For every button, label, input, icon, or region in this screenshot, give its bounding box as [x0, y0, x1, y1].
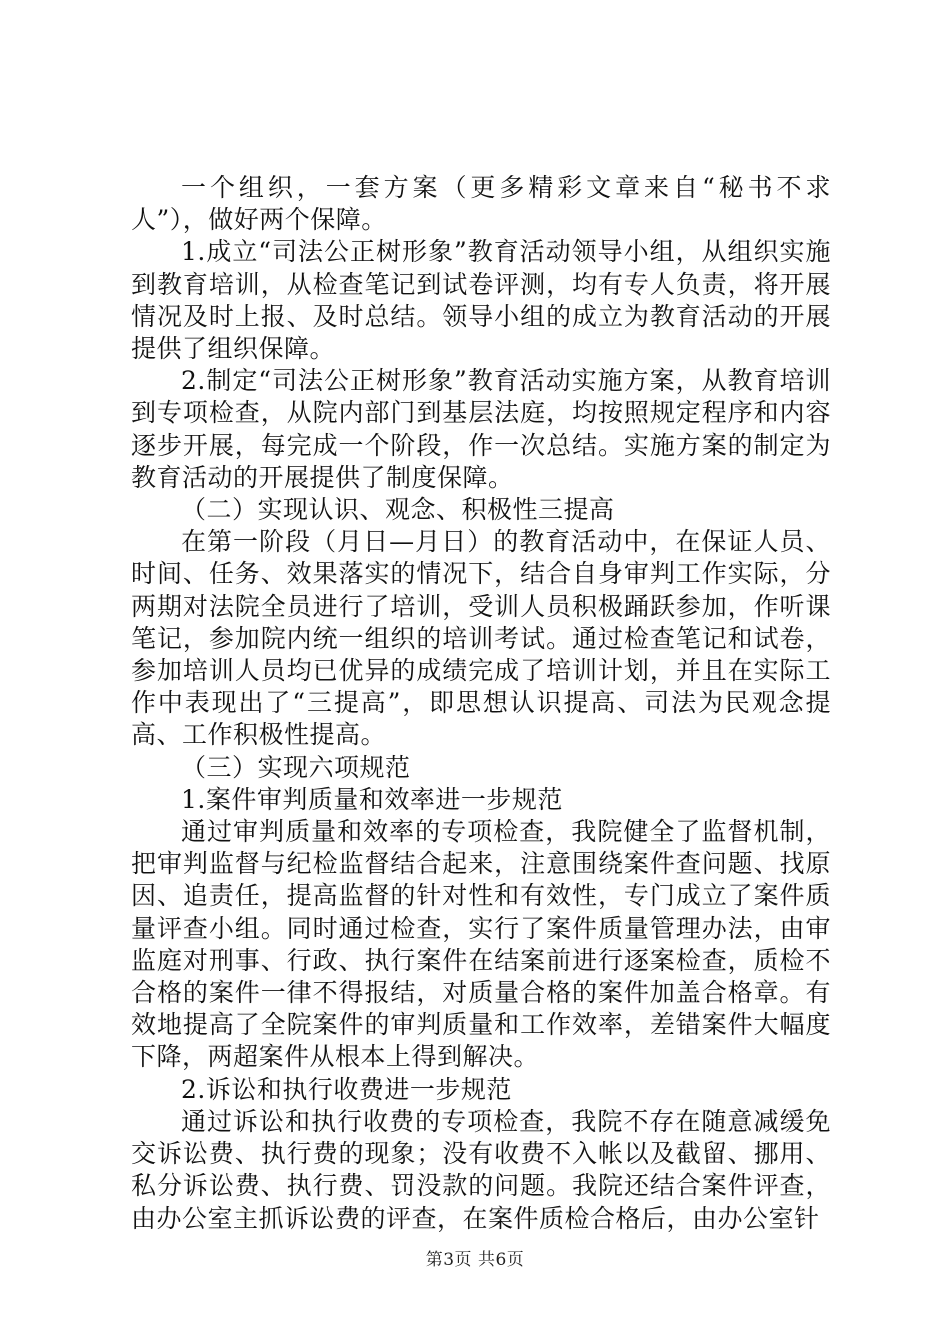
section-heading-three-improvements: （二）实现认识、观念、积极性三提高: [181, 495, 615, 525]
paragraph-guarantees-intro: 一个组织，一套方案（更多精彩文章来自“秘书不求人”），做好两个保障。: [131, 173, 831, 235]
paragraph-implementation-plan: 2.制定“司法公正树形象”教育活动实施方案，从教育培训到专项检查，从院内部门到基层法庭，均按照规定程序和内容逐步开展，每完成一个阶段，作一次总结。实施方案的制定为教育活动的开展提供了制度保障。: [131, 366, 831, 492]
section-heading-six-norms: （三）实现六项规范: [181, 752, 411, 782]
subheading-litigation-fees: 2.诉讼和执行收费进一步规范: [181, 1074, 512, 1104]
document-body: [131, 172, 831, 1235]
paragraph-leadership-group: 1.成立“司法公正树形象”教育活动领导小组，从组织实施到教育培训，从检查笔记到试卷评测，均有专人负责，将开展情况及时上报、及时总结。领导小组的成立为教育活动的开展提供了组织保障。: [131, 237, 831, 364]
paragraph-litigation-fees: 通过诉讼和执行收费的专项检查，我院不存在随意减缓免交诉讼费、执行费的现象；没有收费不入帐以及截留、挪用、私分诉讼费、执行费、罚没款的问题。我院还结合案件评查，由办公室主抓诉讼费的评查，在案件质检合格后，由办公室针: [131, 1106, 831, 1233]
subheading-case-quality: 1.案件审判质量和效率进一步规范: [181, 784, 563, 814]
paragraph-case-quality: 通过审判质量和效率的专项检查，我院健全了监督机制，把审判监督与纪检监督结合起来，注意围绕案件查问题、找原因、追责任，提高监督的针对性和有效性，专门成立了案件质量评查小组。同时通过检查，实行了案件质量管理办法，由审监庭对刑事、行政、执行案件在结案前进行逐案检查，质检不合格的案件一律不得报结，对质量合格的案件加盖合格章。有效地提高了全院案件的审判质量和工作效率，差错案件大幅度下降，两超案件从根本上得到解决。: [131, 817, 831, 1072]
paragraph-first-stage-training: 在第一阶段（月日—月日）的教育活动中，在保证人员、时间、任务、效果落实的情况下，结合自身审判工作实际，分两期对法院全员进行了培训，受训人员积极踊跃参加，作听课笔记，参加院内统一组织的培训考试。通过检查笔记和试卷，参加培训人员均已优异的成绩完成了培训计划，并且在实际工作中表现出了“三提高”，即思想认识提高、司法为民观念提高、工作积极性提高。: [131, 527, 831, 750]
page-footer: 第3页 共6页: [425, 1250, 525, 1270]
